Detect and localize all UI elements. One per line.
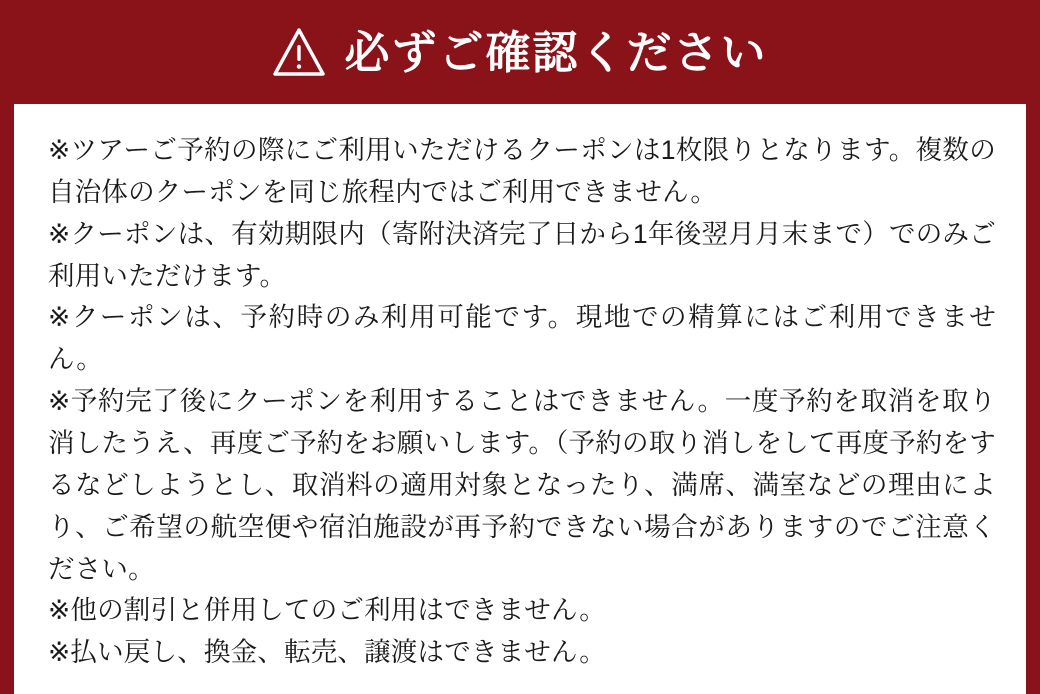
notice-body [14, 104, 1026, 694]
list-item: ※払い戻し、換金、転売、譲渡はできません。 [48, 637, 606, 668]
list-item: ※ツアーご予約の際にご利用いただけるクーポンは1枚限りとなります。複数の自治体のクーポンを同じ旅程内ではご利用できません。 [48, 135, 996, 207]
list-item: ※クーポンは、予約時のみ利用可能です。現地での精算にはご利用できません。 [48, 302, 996, 375]
notice-list [48, 130, 996, 674]
notice-header [0, 0, 1040, 104]
warning-triangle-icon [272, 26, 326, 80]
list-item: ※他の割引と併用してのご利用はできません。 [48, 595, 606, 626]
list-item: ※クーポンは、有効期限内（寄附決済完了日から1年後翌月月末まで）でのみご利用いただけます。 [48, 218, 996, 291]
list-item: ※予約完了後にクーポンを利用することはできません。一度予約を取消を取り消したうえ、再度ご予約をお願いします。（予約の取り消しをして再度予約をするなどしようとし、取消料の適用対象となったり、満席、満室などの理由により、ご希望の航空便や宿泊施設が再予約できない場合がありますのでご注意ください。 [48, 386, 996, 584]
page-title: 必ずご確認ください [344, 26, 768, 78]
